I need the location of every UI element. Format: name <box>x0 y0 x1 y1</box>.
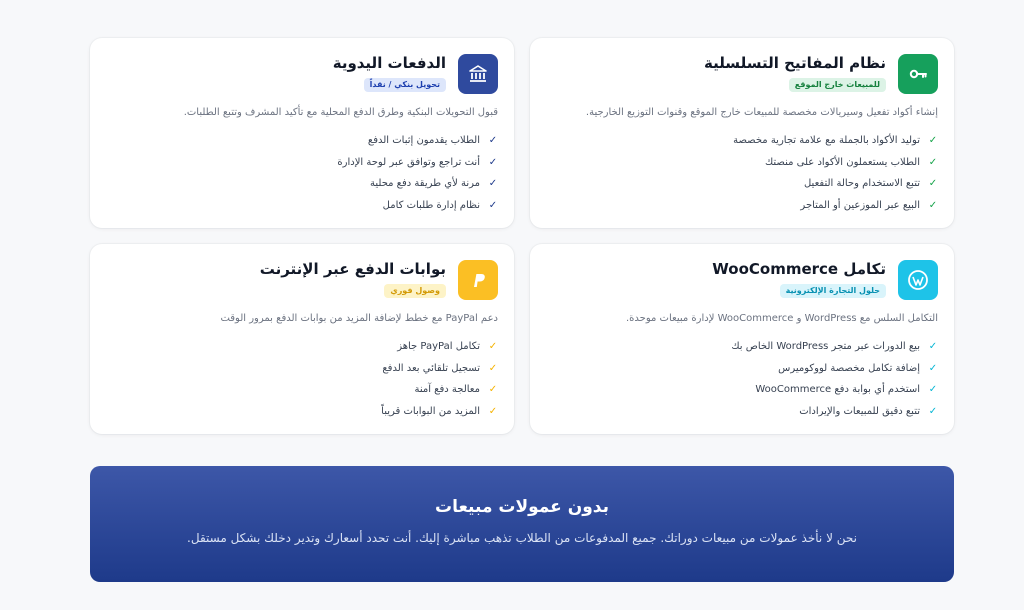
check-icon: ✓ <box>928 362 938 374</box>
feature-list <box>546 130 938 216</box>
card-title: بوابات الدفع عبر الإنترنت <box>259 260 446 278</box>
feature-card-online-gateways <box>90 244 514 434</box>
feature-card-manual-payments <box>90 38 514 228</box>
list-item <box>546 336 938 358</box>
check-icon: ✓ <box>488 362 498 374</box>
check-icon: ✓ <box>928 135 938 147</box>
check-icon: ✓ <box>488 135 498 147</box>
feature-text: بيع الدورات عبر متجر WordPress الخاص بك <box>731 341 920 353</box>
check-icon: ✓ <box>488 341 498 353</box>
list-item <box>546 401 938 423</box>
list-item <box>106 379 498 401</box>
feature-card-serial-keys <box>530 38 954 228</box>
check-icon: ✓ <box>928 178 938 190</box>
list-item <box>546 358 938 380</box>
banner-title: بدون عمولات مبيعات <box>435 497 609 517</box>
feature-text: تتبع دقيق للمبيعات والإيرادات <box>799 405 920 417</box>
feature-text: مرنة لأي طريقة دفع محلية <box>370 178 480 190</box>
check-icon: ✓ <box>488 199 498 211</box>
card-title: الدفعات اليدوية <box>332 54 446 72</box>
list-item <box>106 152 498 174</box>
list-item <box>106 401 498 423</box>
paypal-icon <box>458 260 498 300</box>
list-item <box>106 130 498 152</box>
feature-text: نظام إدارة طلبات كامل <box>382 199 480 211</box>
check-icon: ✓ <box>488 384 498 396</box>
feature-text: تسجيل تلقائي بعد الدفع <box>382 362 480 374</box>
card-badge: تحويل بنكي / نقداً <box>364 78 446 92</box>
feature-text: استخدم أي بوابة دفع WooCommerce <box>755 384 920 396</box>
key-icon <box>898 54 938 94</box>
check-icon: ✓ <box>928 384 938 396</box>
check-icon: ✓ <box>488 405 498 417</box>
card-description: إنشاء أكواد تفعيل وسيريالات مخصصة للمبيعات خارج الموقع وقنوات التوزيع الخارجية. <box>585 107 938 118</box>
card-title: تكامل WooCommerce <box>712 260 886 278</box>
card-badge: حلول التجارة الإلكترونية <box>780 284 886 298</box>
feature-card-woocommerce <box>530 244 954 434</box>
feature-text: أنت تراجع وتوافق عبر لوحة الإدارة <box>337 156 480 168</box>
check-icon: ✓ <box>928 199 938 211</box>
list-item <box>546 152 938 174</box>
check-icon: ✓ <box>928 405 938 417</box>
feature-text: توليد الأكواد بالجملة مع علامة تجارية مخصصة <box>733 135 920 147</box>
feature-text: إضافة تكامل مخصصة لووكوميرس <box>778 362 920 374</box>
feature-text: الطلاب يقدمون إثبات الدفع <box>367 135 480 147</box>
feature-list <box>546 336 938 422</box>
card-description: قبول التحويلات البنكية وطرق الدفع المحلية مع تأكيد المشرف وتتبع الطلبات. <box>183 107 498 118</box>
check-icon: ✓ <box>928 341 938 353</box>
feature-list <box>106 336 498 422</box>
bank-icon <box>458 54 498 94</box>
no-commission-banner <box>90 466 954 582</box>
check-icon: ✓ <box>488 156 498 168</box>
list-item <box>546 173 938 195</box>
list-item <box>106 173 498 195</box>
check-icon: ✓ <box>488 178 498 190</box>
feature-text: تتبع الاستخدام وحالة التفعيل <box>803 178 920 190</box>
check-icon: ✓ <box>928 156 938 168</box>
list-item <box>106 358 498 380</box>
feature-text: معالجة دفع آمنة <box>414 384 480 396</box>
feature-list <box>106 130 498 216</box>
list-item <box>106 195 498 217</box>
list-item <box>106 336 498 358</box>
card-description: التكامل السلس مع WordPress و WooCommerce لإدارة مبيعات موحدة. <box>625 313 938 324</box>
list-item <box>546 195 938 217</box>
feature-text: تكامل PayPal جاهز <box>397 341 480 353</box>
feature-text: البيع عبر الموزعين أو المتاجر <box>800 199 920 211</box>
card-title: نظام المفاتيح التسلسلية <box>703 54 886 72</box>
wordpress-icon <box>898 260 938 300</box>
card-badge: للمبيعات خارج الموقع <box>789 78 886 92</box>
feature-text: المزيد من البوابات قريباً <box>381 405 480 417</box>
list-item <box>546 130 938 152</box>
card-badge: وصول فوري <box>384 284 446 298</box>
banner-text: نحن لا نأخذ عمولات من مبيعات دوراتك. جميع المدفوعات من الطلاب تذهب مباشرة إليك. أنت تحدد أسعارك وتدير دخلك بشكل مستقل. <box>187 531 857 545</box>
feature-text: الطلاب يستعملون الأكواد على منصتك <box>764 156 920 168</box>
list-item <box>546 379 938 401</box>
card-description: دعم PayPal مع خطط لإضافة المزيد من بوابات الدفع بمرور الوقت <box>220 313 498 324</box>
